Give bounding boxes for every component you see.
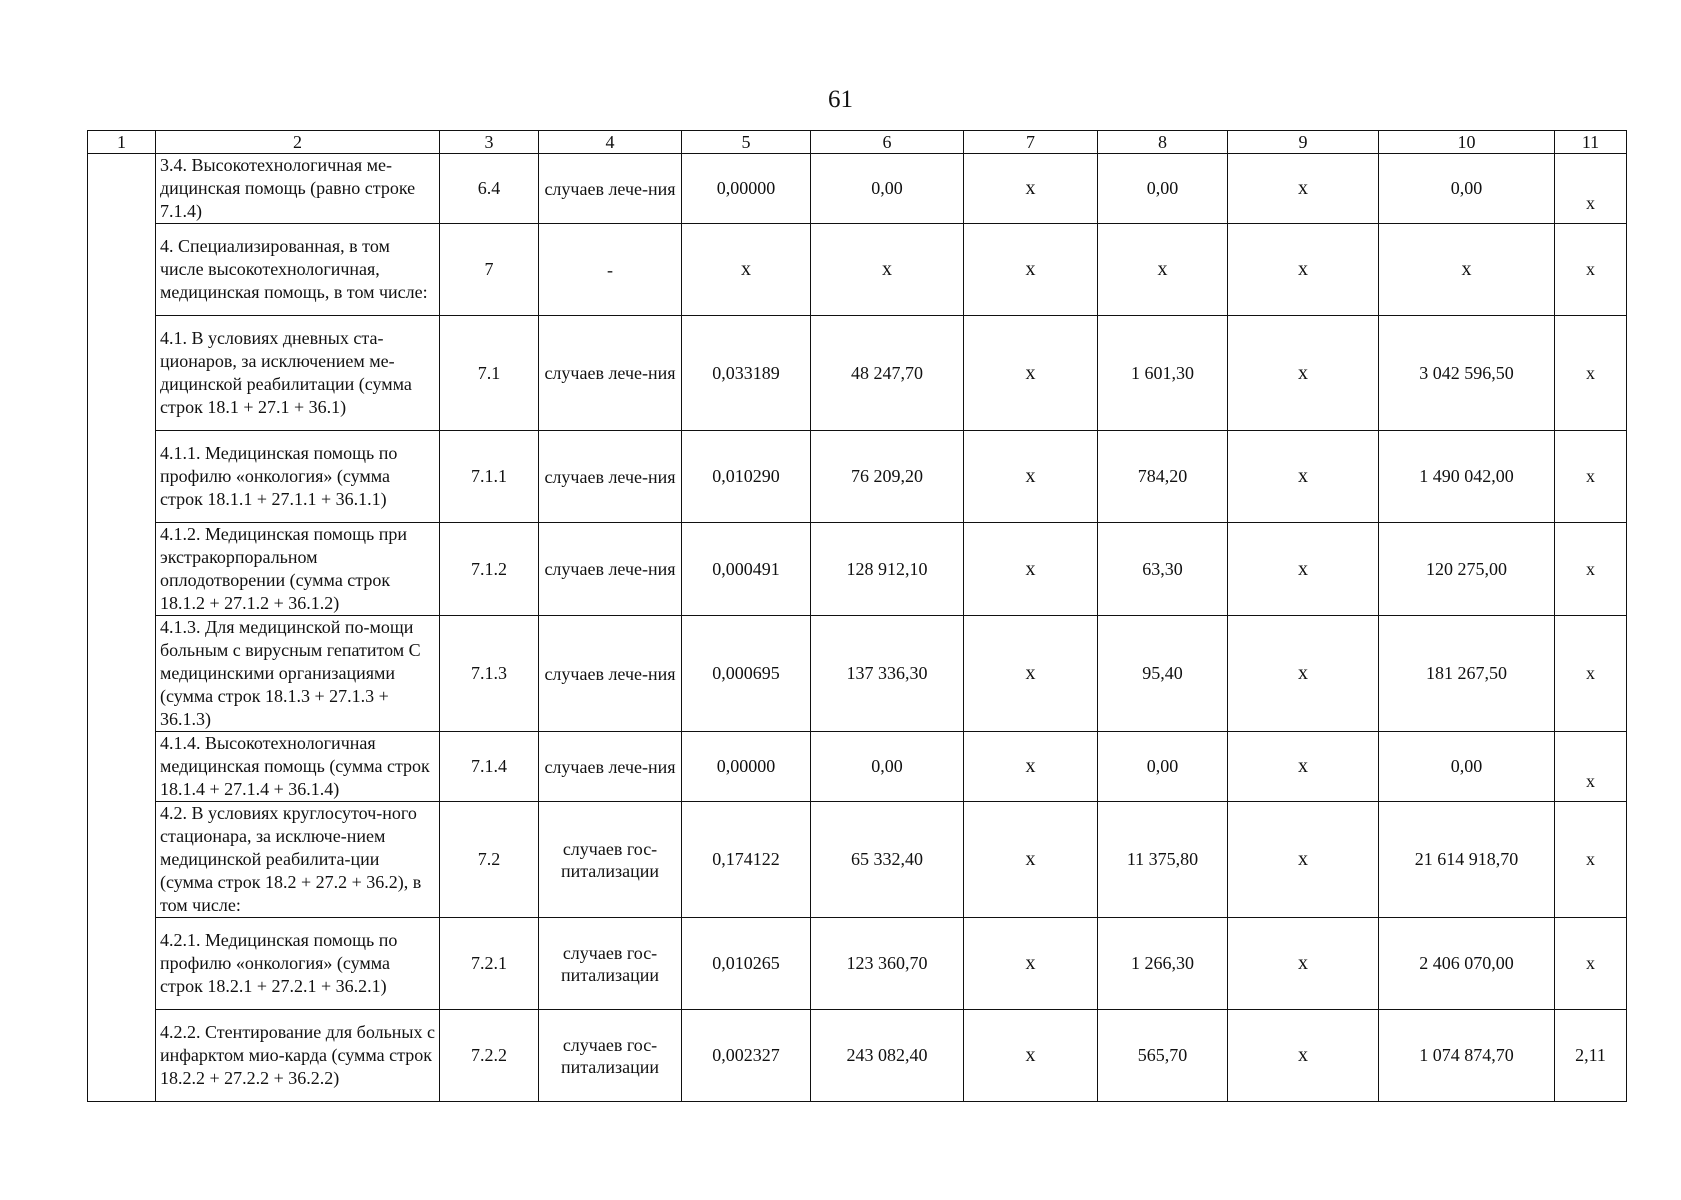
row-description: 4.1.1. Медицинская помощь по профилю «онкология» (сумма строк 18.1.1 + 27.1.1 + 36.1.1)	[156, 431, 440, 523]
cell-col5: 0,010290	[682, 431, 811, 523]
cell-col7: х	[964, 1010, 1098, 1102]
cell-col8: 63,30	[1098, 523, 1228, 616]
cell-col10: 120 275,00	[1379, 523, 1555, 616]
row-code: 7.2.2	[440, 1010, 539, 1102]
cell-col8: 95,40	[1098, 616, 1228, 732]
cell-col5: 0,174122	[682, 802, 811, 918]
table-row	[88, 918, 1627, 1010]
cell-col5: 0,002327	[682, 1010, 811, 1102]
cell-col6: 0,00	[811, 154, 964, 224]
cell-col6: 48 247,70	[811, 316, 964, 431]
cell-col11: х	[1555, 802, 1627, 918]
row-description: 4.1.4. Высокотехнологичная медицинская помощь (сумма строк 18.1.4 + 27.1.4 + 36.1.4)	[156, 732, 440, 802]
table-row	[88, 732, 1627, 802]
cell-col10: 181 267,50	[1379, 616, 1555, 732]
cell-col9: х	[1228, 732, 1379, 802]
row-code: 7.1.2	[440, 523, 539, 616]
cell-col9: х	[1228, 523, 1379, 616]
cell-col5: 0,033189	[682, 316, 811, 431]
row-description: 4.2.1. Медицинская помощь по профилю «онкология» (сумма строк 18.2.1 + 27.2.1 + 36.2.1)	[156, 918, 440, 1010]
cell-col8: 0,00	[1098, 732, 1228, 802]
row-description: 4.2.2. Стентирование для больных с инфарктом мио-карда (сумма строк 18.2.2 + 27.2.2 + 36.2.2)	[156, 1010, 440, 1102]
cell-col5: х	[682, 224, 811, 316]
table-row	[88, 224, 1627, 316]
column-number: 2	[156, 131, 440, 154]
cell-col7: х	[964, 316, 1098, 431]
row-unit: случаев лече-ния	[539, 523, 682, 616]
row-code: 7.1.3	[440, 616, 539, 732]
row-unit: -	[539, 224, 682, 316]
column-number: 11	[1555, 131, 1627, 154]
row-code: 7.2.1	[440, 918, 539, 1010]
table-row	[88, 523, 1627, 616]
cell-col5: 0,010265	[682, 918, 811, 1010]
cell-col6: х	[811, 224, 964, 316]
row-code: 7.1.1	[440, 431, 539, 523]
table-row	[88, 1010, 1627, 1102]
cell-col8: 1 601,30	[1098, 316, 1228, 431]
cell-col5: 0,000491	[682, 523, 811, 616]
row-unit: случаев лече-ния	[539, 616, 682, 732]
row-code: 6.4	[440, 154, 539, 224]
row-code: 7.1	[440, 316, 539, 431]
column-number: 10	[1379, 131, 1555, 154]
column-number-header-row	[88, 131, 1627, 154]
cell-col7: х	[964, 523, 1098, 616]
table-row	[88, 316, 1627, 431]
cell-col11: х	[1555, 918, 1627, 1010]
cell-col10: 1 490 042,00	[1379, 431, 1555, 523]
cell-col11: х	[1555, 316, 1627, 431]
cell-col6: 128 912,10	[811, 523, 964, 616]
row-description: 4.1. В условиях дневных ста-ционаров, за исключением ме-дицинской реабилитации (сумма строк 18.1 + 27.1 + 36.1)	[156, 316, 440, 431]
cell-col7: х	[964, 431, 1098, 523]
row-description: 4.1.3. Для медицинской по-мощи больным с вирусным гепатитом С медицинскими организациями (сумма строк 18.1.3 + 27.1.3 + 36.1.3)	[156, 616, 440, 732]
cell-col11: х	[1555, 154, 1627, 224]
cell-col9: х	[1228, 224, 1379, 316]
page-number: 61	[828, 86, 853, 113]
cell-col5: 0,000695	[682, 616, 811, 732]
cell-col8: 0,00	[1098, 154, 1228, 224]
column-number: 6	[811, 131, 964, 154]
cell-col9: х	[1228, 154, 1379, 224]
cell-col9: х	[1228, 802, 1379, 918]
row-description: 4. Специализированная, в том числе высокотехнологичная, медицинская помощь, в том числе:	[156, 224, 440, 316]
cell-col6: 65 332,40	[811, 802, 964, 918]
cell-col7: х	[964, 732, 1098, 802]
cell-col6: 243 082,40	[811, 1010, 964, 1102]
cell-col8: 565,70	[1098, 1010, 1228, 1102]
column-number: 8	[1098, 131, 1228, 154]
cell-col9: х	[1228, 918, 1379, 1010]
row-unit: случаев лече-ния	[539, 431, 682, 523]
cell-col8: 11 375,80	[1098, 802, 1228, 918]
table-row	[88, 431, 1627, 523]
row-unit: случаев гос-питализации	[539, 1010, 682, 1102]
cell-col8: 784,20	[1098, 431, 1228, 523]
cell-col9: х	[1228, 316, 1379, 431]
cell-col10: 1 074 874,70	[1379, 1010, 1555, 1102]
cell-col11: х	[1555, 431, 1627, 523]
column-number: 3	[440, 131, 539, 154]
row-unit: случаев гос-питализации	[539, 802, 682, 918]
cell-col11: 2,11	[1555, 1010, 1627, 1102]
column-number: 4	[539, 131, 682, 154]
row-unit: случаев лече-ния	[539, 154, 682, 224]
cell-col9: х	[1228, 431, 1379, 523]
cell-col5: 0,00000	[682, 154, 811, 224]
table-row	[88, 802, 1627, 918]
row-description: 4.1.2. Медицинская помощь при экстракорпоральном оплодотворении (сумма строк 18.1.2 + 27.1.2 + 36.1.2)	[156, 523, 440, 616]
row-code: 7.1.4	[440, 732, 539, 802]
cell-col11: х	[1555, 616, 1627, 732]
cell-col8: 1 266,30	[1098, 918, 1228, 1010]
cell-col11: х	[1555, 224, 1627, 316]
cell-col10: х	[1379, 224, 1555, 316]
column-number: 7	[964, 131, 1098, 154]
row-code: 7	[440, 224, 539, 316]
cell-col7: х	[964, 224, 1098, 316]
cell-col8: х	[1098, 224, 1228, 316]
cell-col6: 76 209,20	[811, 431, 964, 523]
row-code: 7.2	[440, 802, 539, 918]
row-description: 4.2. В условиях круглосуточ-ного стационара, за исключе-нием медицинской реабилита-ции (сумма строк 18.2 + 27.2 + 36.2), в том числе:	[156, 802, 440, 918]
column-number: 1	[88, 131, 156, 154]
row-unit: случаев гос-питализации	[539, 918, 682, 1010]
cell-col10: 0,00	[1379, 154, 1555, 224]
column-1-cell	[88, 154, 156, 1102]
cell-col7: х	[964, 154, 1098, 224]
cell-col10: 21 614 918,70	[1379, 802, 1555, 918]
column-number: 5	[682, 131, 811, 154]
cell-col6: 123 360,70	[811, 918, 964, 1010]
cell-col11: х	[1555, 523, 1627, 616]
table-row	[88, 154, 1627, 224]
row-unit: случаев лече-ния	[539, 732, 682, 802]
row-unit: случаев лече-ния	[539, 316, 682, 431]
cell-col11: х	[1555, 732, 1627, 802]
column-number: 9	[1228, 131, 1379, 154]
cell-col7: х	[964, 802, 1098, 918]
cell-col10: 0,00	[1379, 732, 1555, 802]
cell-col10: 3 042 596,50	[1379, 316, 1555, 431]
cell-col9: х	[1228, 616, 1379, 732]
table-row	[88, 616, 1627, 732]
cell-col5: 0,00000	[682, 732, 811, 802]
row-description: 3.4. Высокотехнологичная ме-дицинская помощь (равно строке 7.1.4)	[156, 154, 440, 224]
cell-col10: 2 406 070,00	[1379, 918, 1555, 1010]
cell-col6: 137 336,30	[811, 616, 964, 732]
cell-col7: х	[964, 616, 1098, 732]
data-table	[87, 130, 1627, 1102]
cell-col7: х	[964, 918, 1098, 1010]
cell-col9: х	[1228, 1010, 1379, 1102]
cell-col6: 0,00	[811, 732, 964, 802]
